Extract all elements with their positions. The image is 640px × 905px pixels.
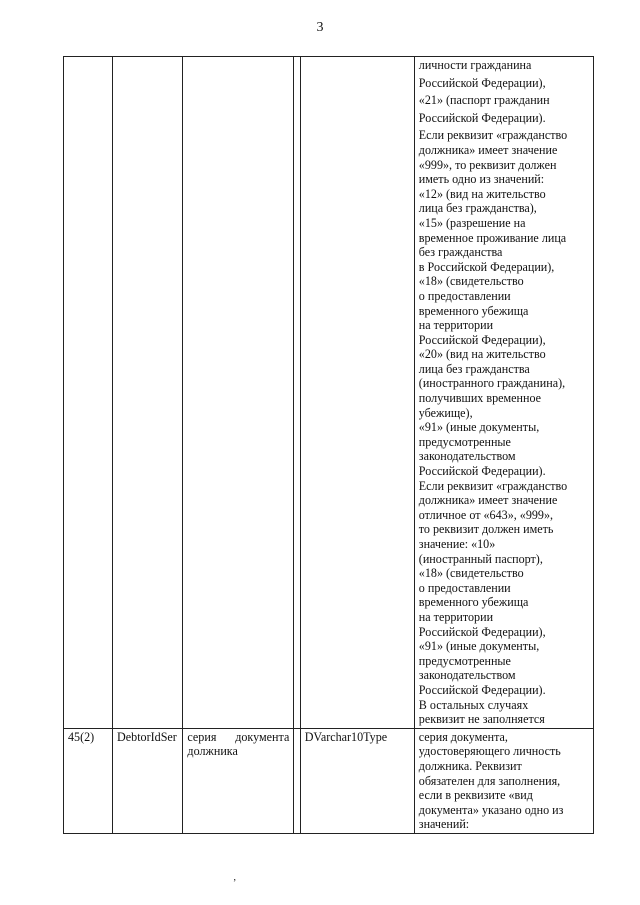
description-line: Российской Федерации), [418, 624, 546, 639]
description-line: значение: «10» [418, 537, 496, 551]
description-line: Российской Федерации). [418, 110, 546, 125]
cell-type: DVarchar10Type [300, 728, 414, 833]
description-line: временного убежища [418, 303, 529, 318]
description-line: должника» имеет значение [418, 142, 558, 157]
description-line: лица без гражданства), [418, 201, 537, 216]
description-line: без гражданства [418, 245, 503, 260]
cell-type [300, 57, 414, 729]
description-line: значений: [418, 817, 470, 832]
description-line: обязателен для заполнения, [418, 773, 561, 788]
description-line: Российской Федерации), [418, 75, 546, 90]
table-row-continued [64, 57, 594, 729]
description-line: если в реквизите «вид [418, 788, 533, 803]
cell-name [183, 57, 294, 729]
description-line: «15» (разрешение на [418, 215, 526, 230]
description-line: Российской Федерации). [418, 682, 546, 697]
description-line: «12» (вид на жительство [418, 186, 546, 201]
description-line: Российской Федерации), [418, 332, 546, 347]
description-line: «999», то реквизит должен [418, 157, 557, 172]
description-line: Если реквизит «гражданство [418, 478, 568, 493]
description-line: иметь одно из значений: [418, 172, 545, 187]
description-line: законодательством [418, 668, 516, 683]
cell-name: серия документа должника [183, 728, 294, 833]
description-line: на территории [418, 318, 494, 333]
description-line: лица без гражданства [418, 361, 530, 376]
cell-code [113, 57, 183, 729]
cell-description [414, 57, 593, 729]
description-line: предусмотренные [418, 653, 511, 668]
cell-code: DebtorIdSer [113, 728, 183, 833]
cell-number: 45(2) [64, 728, 113, 833]
description-line: о предоставлении [418, 580, 511, 595]
description-line: на территории [418, 609, 494, 624]
description-line: временное проживание лица [418, 230, 567, 245]
description-line: документа» указано одно из [418, 802, 564, 817]
description-line: реквизит не заполняется [418, 712, 545, 727]
description-line: Российской Федерации). [418, 464, 546, 479]
description-line: должника. Реквизит [418, 758, 522, 773]
description-line: убежище), [418, 405, 473, 420]
description-line: предусмотренные [418, 434, 511, 449]
description-line: (иностранного гражданина), [418, 376, 566, 391]
requisites-table [63, 56, 594, 834]
description-line: временного убежища [418, 595, 529, 610]
description-line: в Российской Федерации), [418, 259, 555, 274]
table-row-45 [64, 728, 594, 833]
page-number: 3 [316, 20, 324, 35]
description-line: законодательством [418, 449, 516, 464]
description-line: личности гражданина [418, 58, 532, 72]
description-line: (иностранный паспорт), [418, 551, 543, 566]
bottom-mark: ‚ [233, 872, 237, 883]
cell-description [414, 728, 593, 833]
description-line: «20» (вид на жительство [418, 347, 546, 362]
cell-number [64, 57, 113, 729]
description-line: «18» (свидетельство [418, 566, 524, 581]
description-line: отличное от «643», «999», [418, 507, 554, 522]
description-line: получивших временное [418, 391, 542, 406]
description-line: «21» (паспорт гражданин [418, 93, 550, 108]
description-line: «18» (свидетельство [418, 274, 524, 289]
description-line: серия документа, [418, 729, 508, 744]
description-line: то реквизит должен иметь [418, 522, 554, 537]
description-line: Если реквизит «гражданство [418, 128, 568, 143]
description-line: «91» (иные документы, [418, 639, 540, 654]
description-line: «91» (иные документы, [418, 420, 540, 435]
description-line: о предоставлении [418, 288, 511, 303]
description-line: удостоверяющего личность [418, 744, 561, 759]
description-line: В остальных случаях [418, 697, 529, 712]
description-line: должника» имеет значение [418, 493, 558, 508]
